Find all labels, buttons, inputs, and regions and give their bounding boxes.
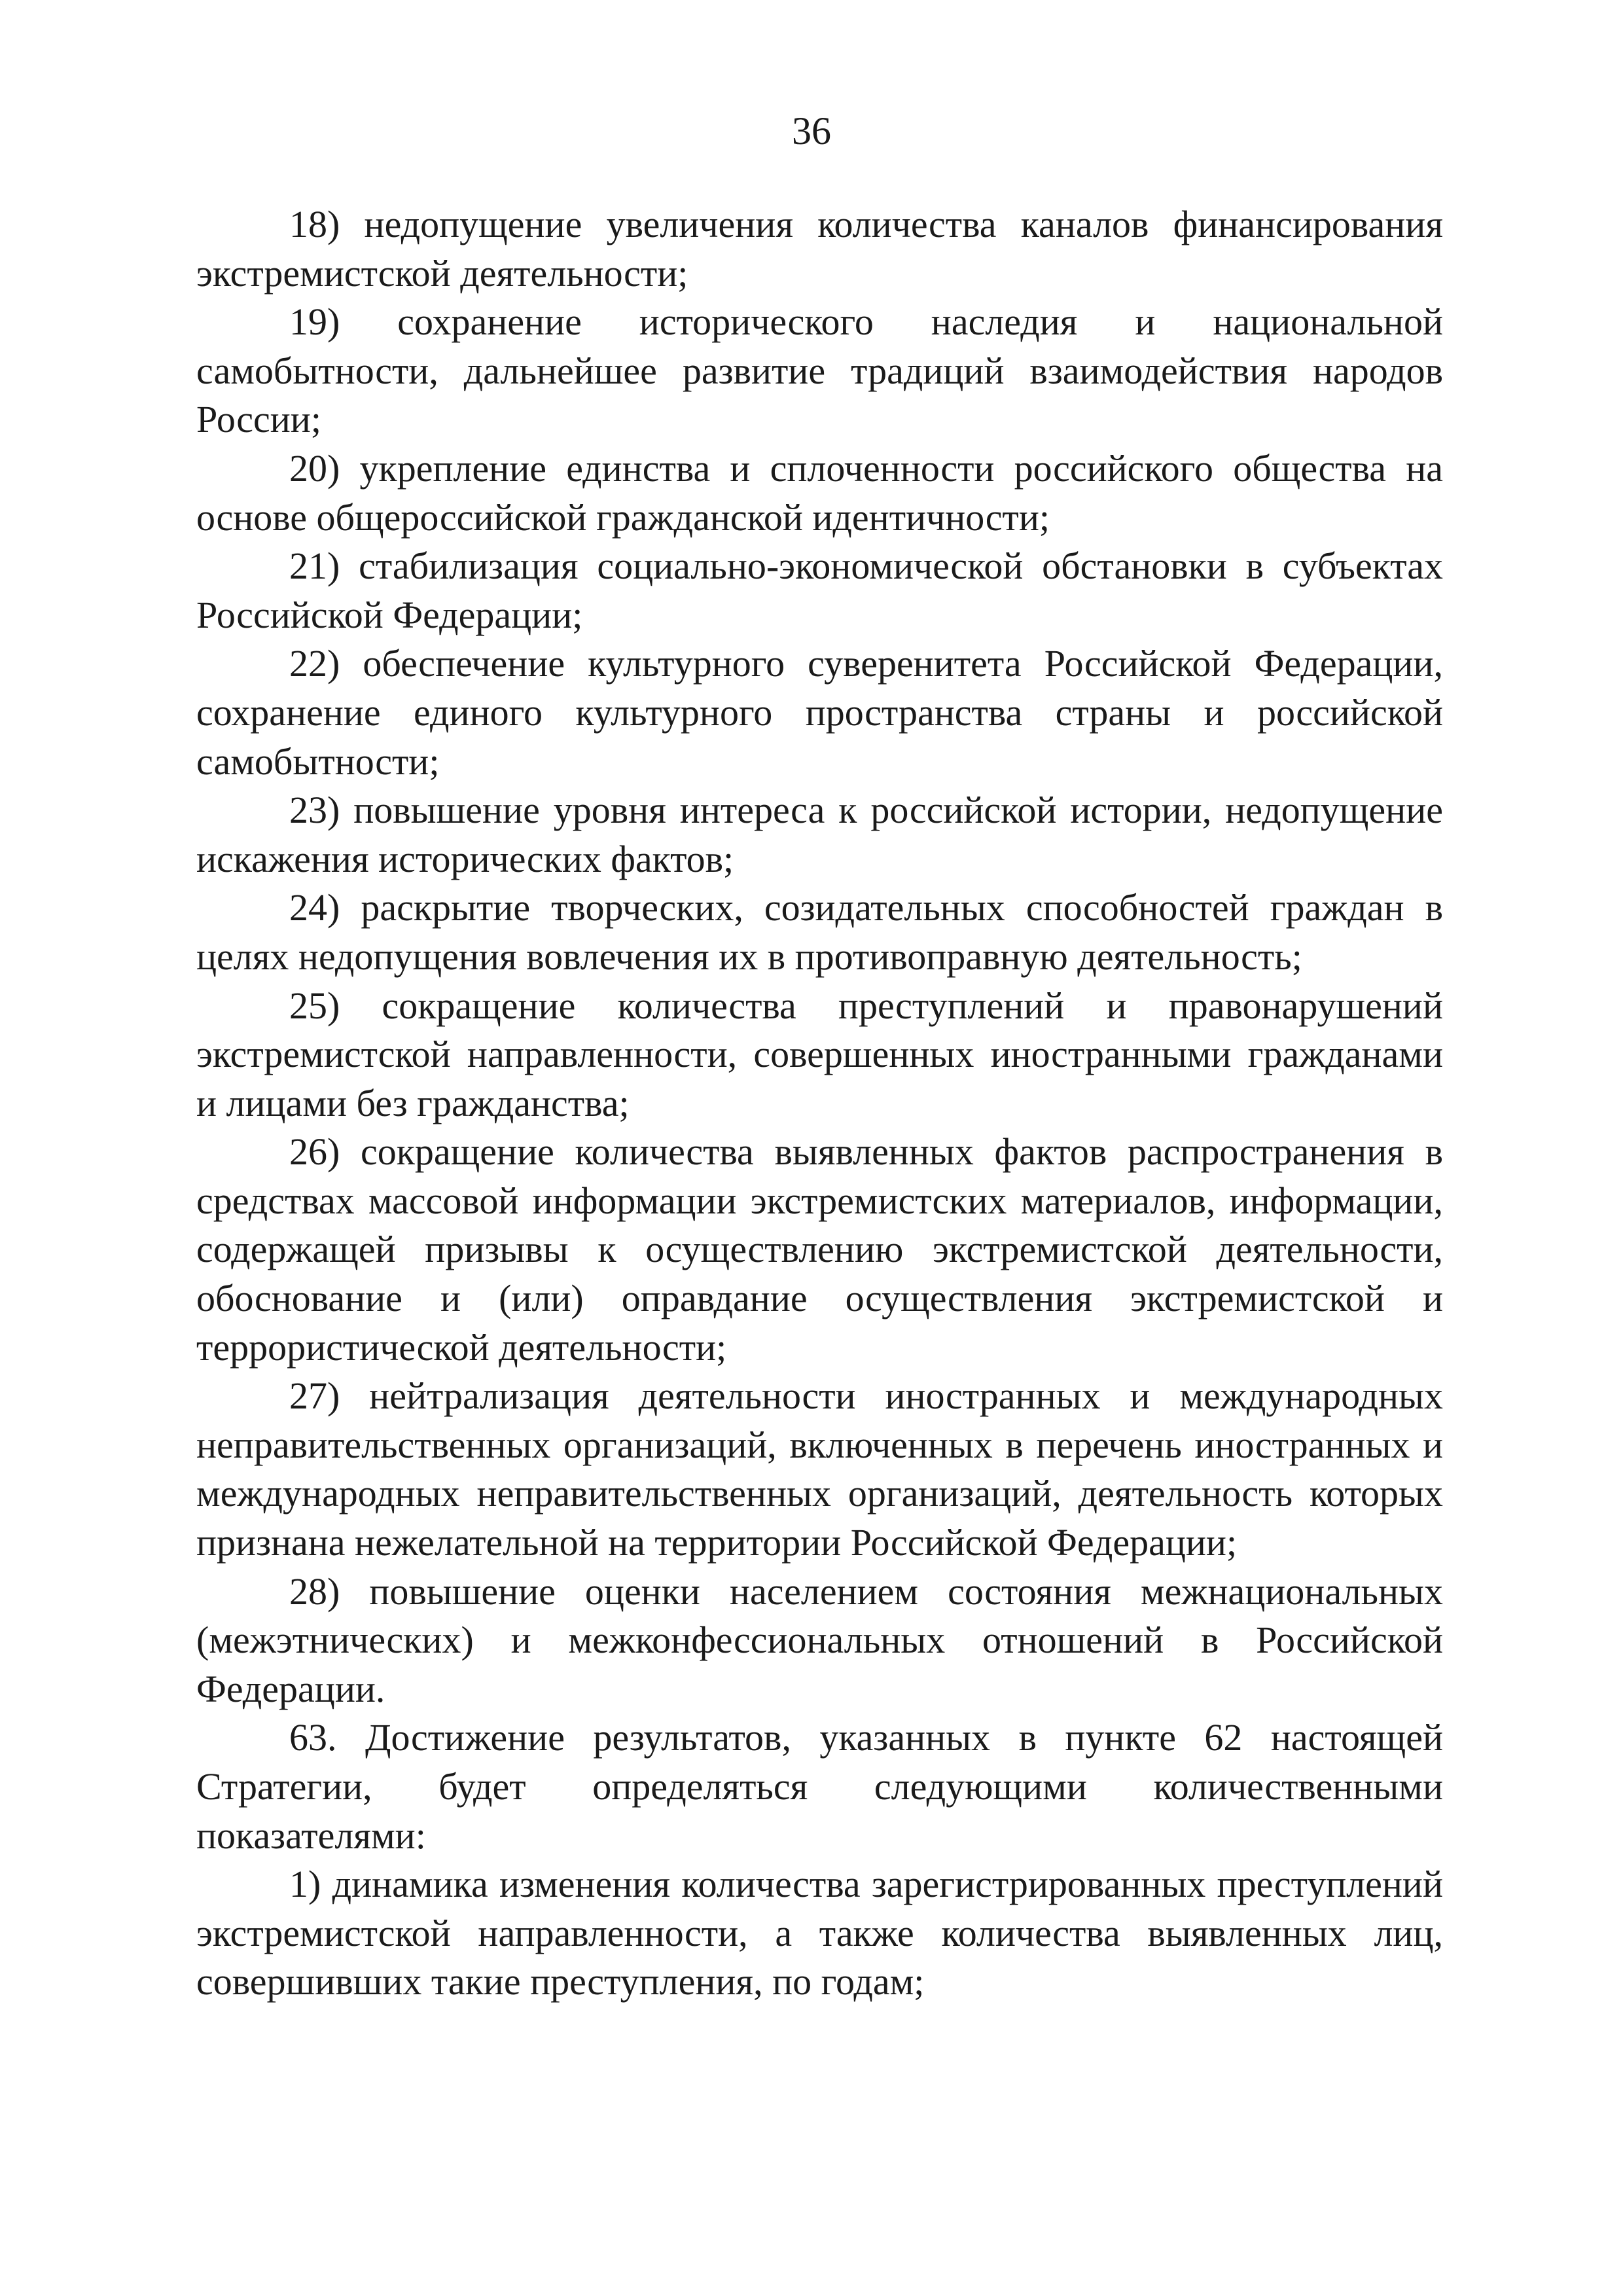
list-item-27: 27) нейтрализация деятельности иностранных и международных неправительственных организаций, включенных в перечень иностранных и международных неправительственных организаций, деятельность которых признана нежелательной на территории Российской Федерации;: [196, 1374, 1443, 1564]
list-item-25: 25) сокращение количества преступлений и правонарушений экстремистской направленности, совершенных иностранными гражданами и лицами без гражданства;: [196, 984, 1443, 1124]
list-item-22: 22) обеспечение культурного суверенитета Российской Федерации, сохранение единого культурного пространства страны и российской самобытности;: [196, 642, 1443, 783]
section-63: 63. Достижение результатов, указанных в пункте 62 настоящей Стратегии, будет определяться следующими количественными показателями:: [196, 1716, 1443, 1857]
document-body: [196, 200, 1443, 2007]
indicator-item-1: 1) динамика изменения количества зарегистрированных преступлений экстремистской направленности, а также количества выявленных лиц, совершивших такие преступления, по годам;: [196, 1863, 1443, 2003]
list-item-19: 19) сохранение исторического наследия и национальной самобытности, дальнейшее развитие традиций взаимодействия народов России;: [196, 300, 1443, 441]
list-item-23: 23) повышение уровня интереса к российской истории, недопущение искажения исторических фактов;: [196, 789, 1443, 880]
list-item-18: 18) недопущение увеличения количества каналов финансирования экстремистской деятельности;: [196, 203, 1443, 295]
list-item-24: 24) раскрытие творческих, созидательных способностей граждан в целях недопущения вовлечения их в противоправную деятельность;: [196, 886, 1443, 978]
list-item-26: 26) сокращение количества выявленных фактов распространения в средствах массовой информации экстремистских материалов, информации, содержащей призывы к осуществлению экстремистской деятельности, обоснование и (или) оправдание осуществления экстремистской и террористической деятельности;: [196, 1130, 1443, 1369]
page-number: 36: [792, 109, 831, 152]
list-item-21: 21) стабилизация социально-экономической обстановки в субъектах Российской Федерации;: [196, 545, 1443, 636]
list-item-28: 28) повышение оценки населением состояния межнациональных (межэтнических) и межконфессиональных отношений в Российской Федерации.: [196, 1570, 1443, 1710]
list-item-20: 20) укрепление единства и сплоченности российского общества на основе общероссийской гражданской идентичности;: [196, 446, 1443, 539]
